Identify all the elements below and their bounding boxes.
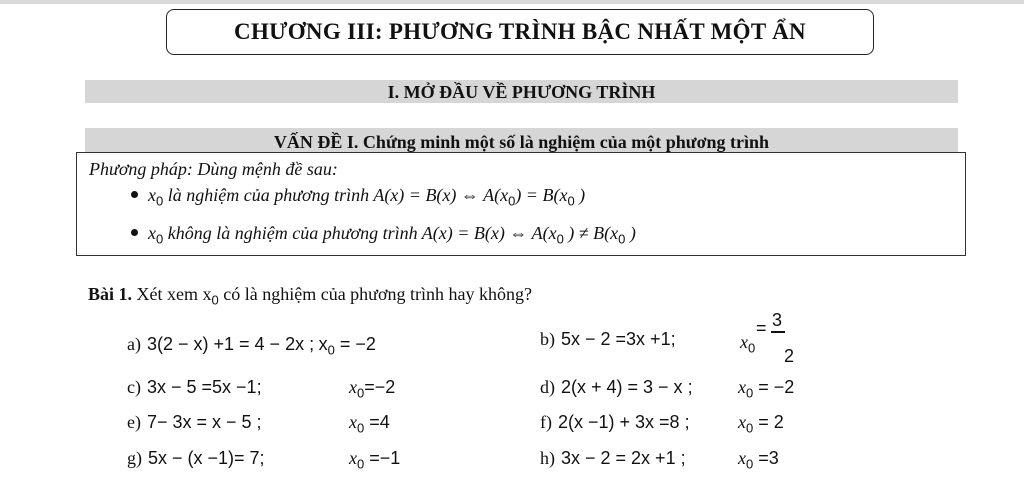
exercise-item-f: f) 2(x −1) + 3x =8 ; <box>540 412 690 432</box>
exercise-item-d: d) 2(x + 4) = 3 − x ; <box>540 377 693 397</box>
bullet-dot-icon <box>131 229 138 236</box>
bullet-dot-icon <box>131 191 138 198</box>
method-box <box>76 152 966 256</box>
exercise-label: Bài 1. <box>88 284 133 304</box>
topic-title: VẤN ĐỀ I. Chứng minh một số là nghiệm của một phương trình <box>85 128 958 152</box>
fraction-bar <box>771 331 785 333</box>
top-border <box>0 0 1024 4</box>
method-bullet-1: $x_0$ là nghiệm của phương trình A(x) = B(x) ⇔ $A(x_0) = B(x_0$ ) <box>131 185 585 209</box>
fraction-numerator: 3 <box>772 310 783 330</box>
exercise-item-c: c) 3x − 5 =5x −1; <box>127 377 262 397</box>
exercise-item-b: b) 5x − 2 =3x +1; <box>540 329 676 349</box>
exercise-item-h: h) 3x − 2 = 2x +1 ; <box>540 448 686 468</box>
exercise-title: Bài 1. Xét xem $x_0$ có là nghiệm của phương trình hay không? <box>88 284 532 308</box>
exercise-item-f-solution: $x_0 = 2$ <box>738 412 784 436</box>
exercise-item-a: a) 3(2 − x) +1 = 4 − 2x ; $x_0 = -2$ <box>127 334 376 358</box>
section-title: I. MỞ ĐẦU VỀ PHƯƠNG TRÌNH <box>85 80 958 103</box>
exercise-item-h-solution: $x_0 =3$ <box>738 448 779 472</box>
exercise-item-b-solution-var: $x_0$ <box>740 332 756 356</box>
exercise-item-b-equals: = <box>756 318 767 338</box>
chapter-title: CHƯƠNG III: PHƯƠNG TRÌNH BẬC NHẤT MỘT ẨN <box>166 9 874 55</box>
exercise-item-c-solution: $x_0=-2$ <box>349 377 396 401</box>
exercise-item-e-solution: $x_0 =4$ <box>349 412 390 436</box>
exercise-item-d-solution: $x_0 = -2$ <box>738 377 795 401</box>
fraction-denominator: 2 <box>784 346 795 366</box>
method-title: Phương pháp: Dùng mệnh đề sau: <box>89 159 338 179</box>
exercise-item-e: e) 7− 3x = x − 5 ; <box>127 412 262 432</box>
exercise-item-g: g) 5x − (x −1)= 7; <box>127 448 265 468</box>
exercise-item-g-solution: $x_0 =-1$ <box>349 448 401 472</box>
method-bullet-2: $x_0$ không là nghiệm của phương trình A(x) = B(x) ⇔ $A(x_0$ ) ≠ $B(x_0$ ) <box>131 223 636 247</box>
